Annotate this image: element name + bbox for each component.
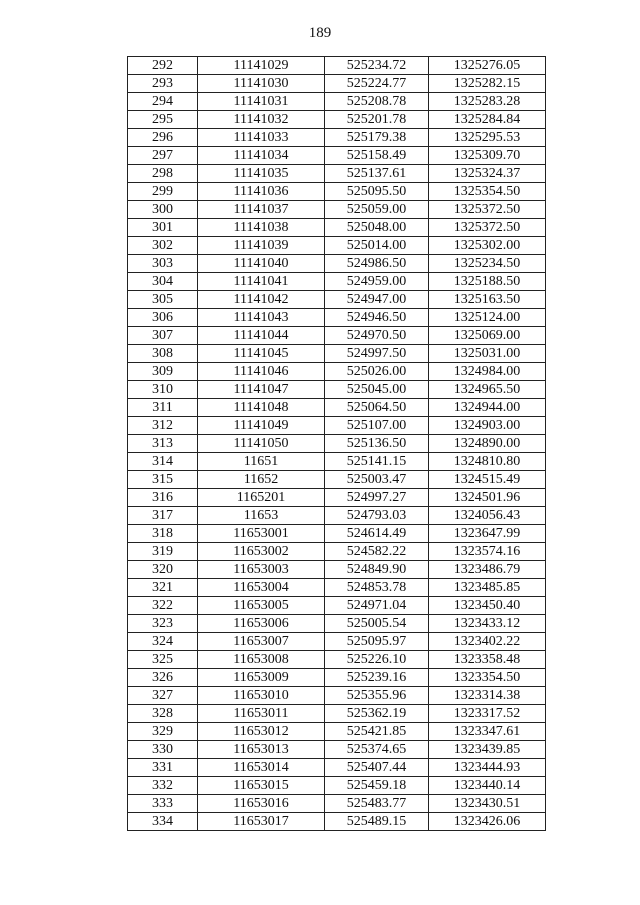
point-number-cell: 307 (128, 327, 198, 345)
point-number-cell: 334 (128, 813, 198, 831)
point-id-cell: 11651 (198, 453, 325, 471)
y-coordinate-cell: 1325188.50 (429, 273, 546, 291)
point-number-cell: 298 (128, 165, 198, 183)
point-id-cell: 11653012 (198, 723, 325, 741)
point-id-cell: 11653009 (198, 669, 325, 687)
table-row (128, 543, 546, 561)
point-id-cell: 11653016 (198, 795, 325, 813)
point-number-cell: 292 (128, 57, 198, 75)
point-number-cell: 296 (128, 129, 198, 147)
point-id-cell: 11141037 (198, 201, 325, 219)
point-id-cell: 11141044 (198, 327, 325, 345)
y-coordinate-cell: 1325284.84 (429, 111, 546, 129)
x-coordinate-cell: 525362.19 (325, 705, 429, 723)
table-row (128, 345, 546, 363)
x-coordinate-cell: 525003.47 (325, 471, 429, 489)
x-coordinate-cell: 525201.78 (325, 111, 429, 129)
y-coordinate-cell: 1323439.85 (429, 741, 546, 759)
point-id-cell: 11141046 (198, 363, 325, 381)
point-number-cell: 320 (128, 561, 198, 579)
x-coordinate-cell: 524946.50 (325, 309, 429, 327)
x-coordinate-cell: 524582.22 (325, 543, 429, 561)
y-coordinate-cell: 1324984.00 (429, 363, 546, 381)
point-number-cell: 294 (128, 93, 198, 111)
point-id-cell: 11141038 (198, 219, 325, 237)
y-coordinate-cell: 1325302.00 (429, 237, 546, 255)
x-coordinate-cell: 524997.50 (325, 345, 429, 363)
y-coordinate-cell: 1324903.00 (429, 417, 546, 435)
x-coordinate-cell: 525045.00 (325, 381, 429, 399)
page-number: 189 (308, 25, 332, 41)
y-coordinate-cell: 1325234.50 (429, 255, 546, 273)
table-row (128, 615, 546, 633)
table-row (128, 75, 546, 93)
point-number-cell: 323 (128, 615, 198, 633)
y-coordinate-cell: 1324890.00 (429, 435, 546, 453)
table-row (128, 741, 546, 759)
table-row (128, 201, 546, 219)
y-coordinate-cell: 1323486.79 (429, 561, 546, 579)
x-coordinate-cell: 525355.96 (325, 687, 429, 705)
x-coordinate-cell: 524849.90 (325, 561, 429, 579)
table-row (128, 363, 546, 381)
point-number-cell: 332 (128, 777, 198, 795)
point-id-cell: 11141050 (198, 435, 325, 453)
point-id-cell: 11141030 (198, 75, 325, 93)
x-coordinate-cell: 525234.72 (325, 57, 429, 75)
point-id-cell: 11653007 (198, 633, 325, 651)
y-coordinate-cell: 1323347.61 (429, 723, 546, 741)
point-id-cell: 11653008 (198, 651, 325, 669)
y-coordinate-cell: 1323426.06 (429, 813, 546, 831)
point-id-cell: 11141036 (198, 183, 325, 201)
x-coordinate-cell: 525226.10 (325, 651, 429, 669)
table-row (128, 111, 546, 129)
table-row (128, 183, 546, 201)
y-coordinate-cell: 1323647.99 (429, 525, 546, 543)
point-id-cell: 11653014 (198, 759, 325, 777)
table-row (128, 147, 546, 165)
y-coordinate-cell: 1323440.14 (429, 777, 546, 795)
table-row (128, 327, 546, 345)
y-coordinate-cell: 1325295.53 (429, 129, 546, 147)
x-coordinate-cell: 525374.65 (325, 741, 429, 759)
point-number-cell: 295 (128, 111, 198, 129)
point-id-cell: 11653 (198, 507, 325, 525)
point-id-cell: 11653006 (198, 615, 325, 633)
point-number-cell: 297 (128, 147, 198, 165)
x-coordinate-cell: 525179.38 (325, 129, 429, 147)
table-row (128, 399, 546, 417)
point-number-cell: 329 (128, 723, 198, 741)
point-id-cell: 11653005 (198, 597, 325, 615)
table-row (128, 165, 546, 183)
y-coordinate-cell: 1323317.52 (429, 705, 546, 723)
point-id-cell: 11653001 (198, 525, 325, 543)
x-coordinate-cell: 524986.50 (325, 255, 429, 273)
point-id-cell: 11141039 (198, 237, 325, 255)
table-row (128, 237, 546, 255)
table-row (128, 669, 546, 687)
table-row (128, 705, 546, 723)
point-id-cell: 11141041 (198, 273, 325, 291)
table-row (128, 579, 546, 597)
point-id-cell: 11141033 (198, 129, 325, 147)
point-number-cell: 311 (128, 399, 198, 417)
x-coordinate-cell: 524971.04 (325, 597, 429, 615)
point-number-cell: 310 (128, 381, 198, 399)
x-coordinate-cell: 524853.78 (325, 579, 429, 597)
y-coordinate-cell: 1323574.16 (429, 543, 546, 561)
table-row (128, 633, 546, 651)
x-coordinate-cell: 525026.00 (325, 363, 429, 381)
y-coordinate-cell: 1325031.00 (429, 345, 546, 363)
x-coordinate-cell: 525014.00 (325, 237, 429, 255)
table-row (128, 129, 546, 147)
point-number-cell: 315 (128, 471, 198, 489)
table-row (128, 471, 546, 489)
y-coordinate-cell: 1325283.28 (429, 93, 546, 111)
x-coordinate-cell: 525141.15 (325, 453, 429, 471)
point-id-cell: 11141047 (198, 381, 325, 399)
point-number-cell: 302 (128, 237, 198, 255)
point-id-cell: 11652 (198, 471, 325, 489)
x-coordinate-cell: 525208.78 (325, 93, 429, 111)
table-row (128, 273, 546, 291)
y-coordinate-cell: 1324515.49 (429, 471, 546, 489)
point-number-cell: 305 (128, 291, 198, 309)
point-number-cell: 324 (128, 633, 198, 651)
point-number-cell: 301 (128, 219, 198, 237)
point-id-cell: 11653003 (198, 561, 325, 579)
table-row (128, 255, 546, 273)
point-id-cell: 1165201 (198, 489, 325, 507)
y-coordinate-cell: 1325372.50 (429, 219, 546, 237)
table-row (128, 813, 546, 831)
point-number-cell: 306 (128, 309, 198, 327)
point-number-cell: 322 (128, 597, 198, 615)
point-id-cell: 11141034 (198, 147, 325, 165)
table-row (128, 489, 546, 507)
y-coordinate-cell: 1325309.70 (429, 147, 546, 165)
x-coordinate-cell: 525459.18 (325, 777, 429, 795)
point-id-cell: 11653011 (198, 705, 325, 723)
point-number-cell: 293 (128, 75, 198, 93)
point-number-cell: 313 (128, 435, 198, 453)
y-coordinate-cell: 1325282.15 (429, 75, 546, 93)
point-id-cell: 11141040 (198, 255, 325, 273)
y-coordinate-cell: 1323402.22 (429, 633, 546, 651)
y-coordinate-cell: 1323444.93 (429, 759, 546, 777)
table-row (128, 759, 546, 777)
y-coordinate-cell: 1325372.50 (429, 201, 546, 219)
x-coordinate-cell: 525224.77 (325, 75, 429, 93)
y-coordinate-cell: 1323358.48 (429, 651, 546, 669)
x-coordinate-cell: 525064.50 (325, 399, 429, 417)
point-id-cell: 11653002 (198, 543, 325, 561)
point-id-cell: 11141043 (198, 309, 325, 327)
point-number-cell: 314 (128, 453, 198, 471)
point-number-cell: 300 (128, 201, 198, 219)
point-id-cell: 11653013 (198, 741, 325, 759)
point-number-cell: 299 (128, 183, 198, 201)
x-coordinate-cell: 524959.00 (325, 273, 429, 291)
table-row (128, 561, 546, 579)
table-row (128, 219, 546, 237)
y-coordinate-cell: 1324056.43 (429, 507, 546, 525)
x-coordinate-cell: 525489.15 (325, 813, 429, 831)
y-coordinate-cell: 1323314.38 (429, 687, 546, 705)
x-coordinate-cell: 525137.61 (325, 165, 429, 183)
point-number-cell: 331 (128, 759, 198, 777)
x-coordinate-cell: 525407.44 (325, 759, 429, 777)
y-coordinate-cell: 1323485.85 (429, 579, 546, 597)
point-number-cell: 330 (128, 741, 198, 759)
x-coordinate-cell: 524614.49 (325, 525, 429, 543)
table-row (128, 57, 546, 75)
x-coordinate-cell: 524970.50 (325, 327, 429, 345)
point-number-cell: 327 (128, 687, 198, 705)
x-coordinate-cell: 525095.50 (325, 183, 429, 201)
x-coordinate-cell: 525005.54 (325, 615, 429, 633)
y-coordinate-cell: 1323430.51 (429, 795, 546, 813)
y-coordinate-cell: 1324944.00 (429, 399, 546, 417)
table-row (128, 687, 546, 705)
point-id-cell: 11141035 (198, 165, 325, 183)
x-coordinate-cell: 525107.00 (325, 417, 429, 435)
y-coordinate-cell: 1325069.00 (429, 327, 546, 345)
point-number-cell: 309 (128, 363, 198, 381)
point-number-cell: 304 (128, 273, 198, 291)
table-row (128, 651, 546, 669)
x-coordinate-cell: 525059.00 (325, 201, 429, 219)
point-number-cell: 316 (128, 489, 198, 507)
table-body (128, 57, 546, 831)
x-coordinate-cell: 525158.49 (325, 147, 429, 165)
y-coordinate-cell: 1324965.50 (429, 381, 546, 399)
table-row (128, 291, 546, 309)
point-number-cell: 308 (128, 345, 198, 363)
table-row (128, 777, 546, 795)
y-coordinate-cell: 1325354.50 (429, 183, 546, 201)
point-id-cell: 11141048 (198, 399, 325, 417)
point-number-cell: 319 (128, 543, 198, 561)
point-number-cell: 303 (128, 255, 198, 273)
x-coordinate-cell: 524997.27 (325, 489, 429, 507)
y-coordinate-cell: 1324501.96 (429, 489, 546, 507)
point-number-cell: 326 (128, 669, 198, 687)
y-coordinate-cell: 1323450.40 (429, 597, 546, 615)
point-number-cell: 321 (128, 579, 198, 597)
table-row (128, 525, 546, 543)
table-row (128, 597, 546, 615)
table-row (128, 507, 546, 525)
x-coordinate-cell: 525239.16 (325, 669, 429, 687)
point-id-cell: 11141049 (198, 417, 325, 435)
point-number-cell: 317 (128, 507, 198, 525)
table-row (128, 381, 546, 399)
x-coordinate-cell: 525483.77 (325, 795, 429, 813)
table-row (128, 435, 546, 453)
y-coordinate-cell: 1324810.80 (429, 453, 546, 471)
table-row (128, 723, 546, 741)
table-row (128, 93, 546, 111)
coordinates-table (127, 56, 546, 831)
point-id-cell: 11653004 (198, 579, 325, 597)
point-id-cell: 11653017 (198, 813, 325, 831)
point-id-cell: 11141031 (198, 93, 325, 111)
table-row (128, 309, 546, 327)
x-coordinate-cell: 524947.00 (325, 291, 429, 309)
x-coordinate-cell: 525136.50 (325, 435, 429, 453)
point-id-cell: 11653015 (198, 777, 325, 795)
table-row (128, 795, 546, 813)
point-id-cell: 11653010 (198, 687, 325, 705)
point-number-cell: 318 (128, 525, 198, 543)
x-coordinate-cell: 525421.85 (325, 723, 429, 741)
y-coordinate-cell: 1323354.50 (429, 669, 546, 687)
point-id-cell: 11141029 (198, 57, 325, 75)
point-number-cell: 325 (128, 651, 198, 669)
table-row (128, 453, 546, 471)
y-coordinate-cell: 1325124.00 (429, 309, 546, 327)
x-coordinate-cell: 525095.97 (325, 633, 429, 651)
x-coordinate-cell: 524793.03 (325, 507, 429, 525)
point-number-cell: 312 (128, 417, 198, 435)
point-id-cell: 11141045 (198, 345, 325, 363)
point-number-cell: 328 (128, 705, 198, 723)
y-coordinate-cell: 1323433.12 (429, 615, 546, 633)
x-coordinate-cell: 525048.00 (325, 219, 429, 237)
table-row (128, 417, 546, 435)
point-id-cell: 11141042 (198, 291, 325, 309)
point-number-cell: 333 (128, 795, 198, 813)
y-coordinate-cell: 1325324.37 (429, 165, 546, 183)
point-id-cell: 11141032 (198, 111, 325, 129)
y-coordinate-cell: 1325276.05 (429, 57, 546, 75)
y-coordinate-cell: 1325163.50 (429, 291, 546, 309)
